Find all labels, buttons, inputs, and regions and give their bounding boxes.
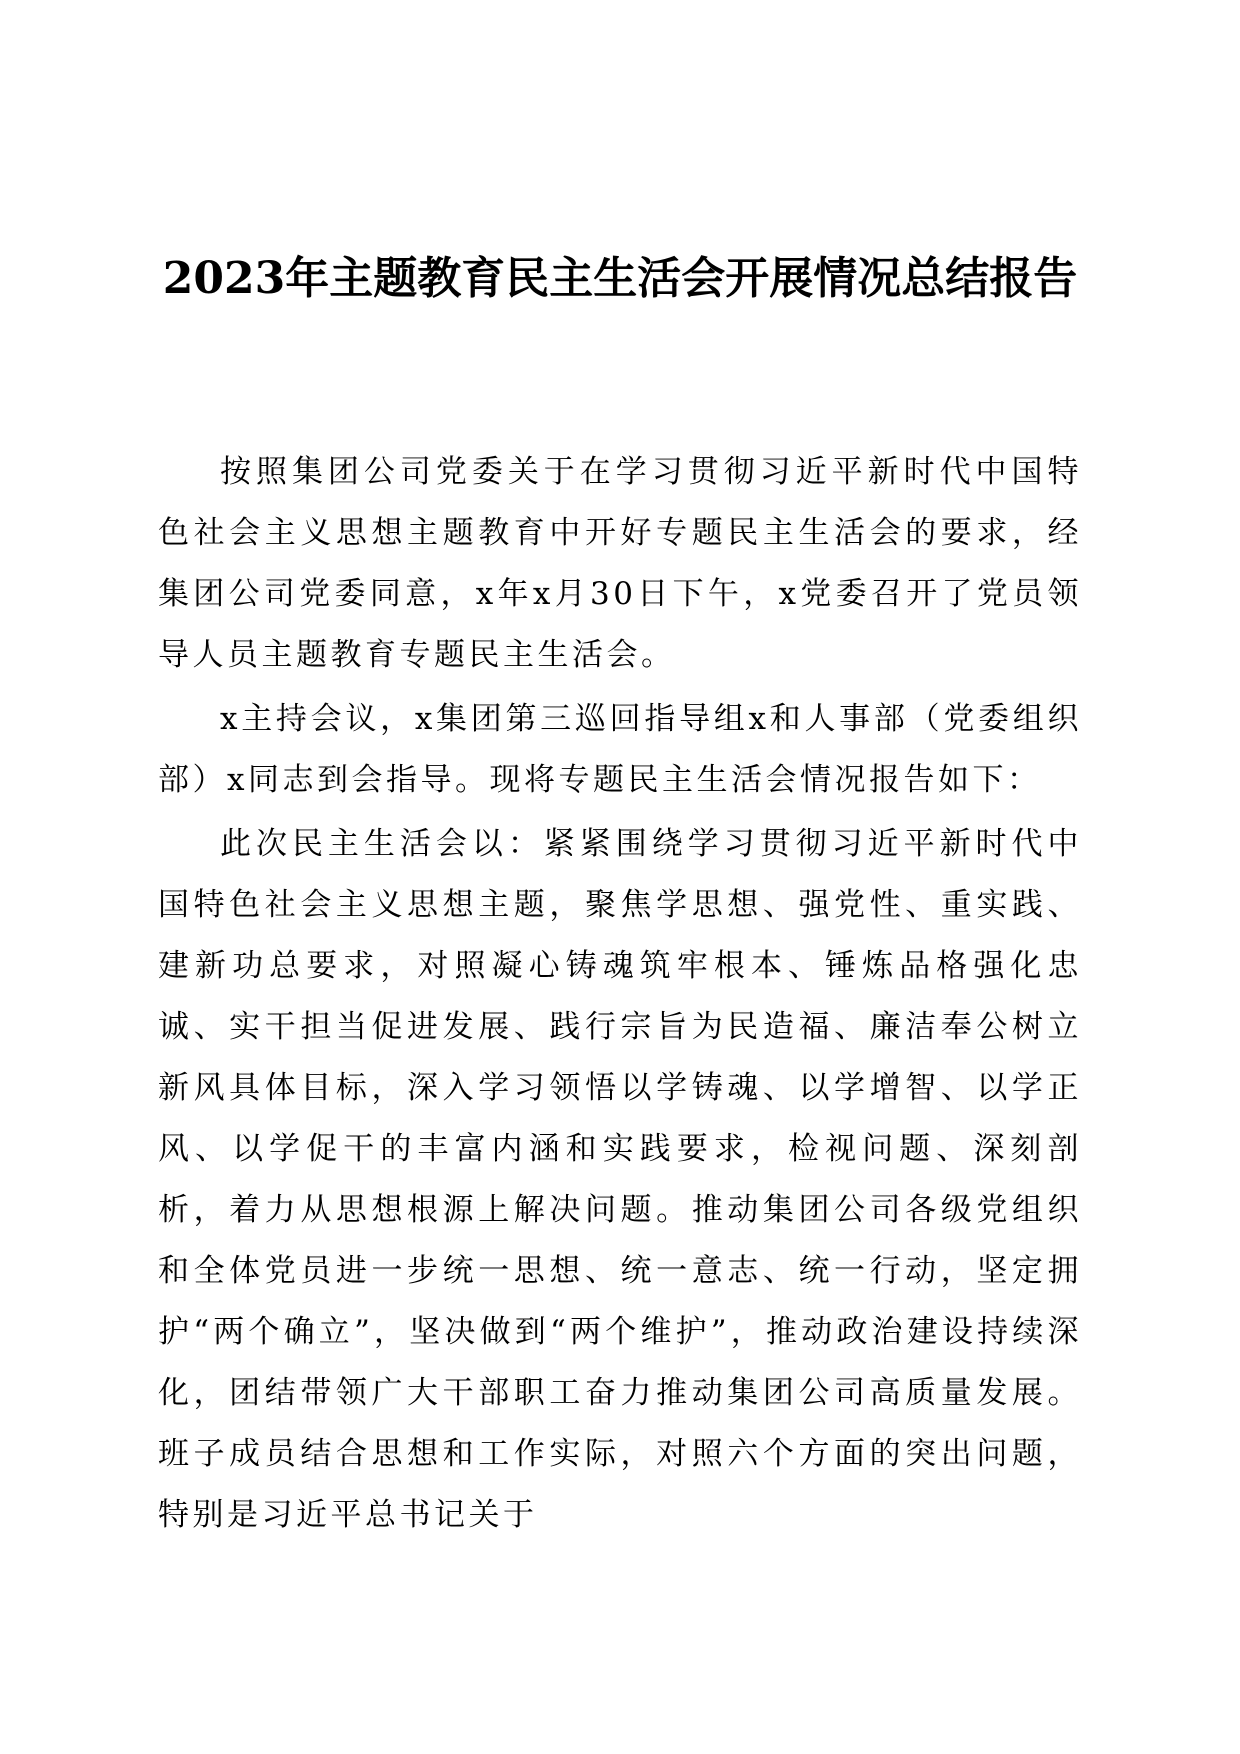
document-title: 2023年主题教育民主生活会开展情况总结报告 bbox=[162, 253, 1078, 304]
paragraph-intro: 按照集团公司党委关于在学习贯彻习近平新时代中国特色社会主义思想主题教育中开好专题民主生活会的要求，经集团公司党委同意，x年x月30日下午，x党委召开了党员领导人员主题教育专题民主生活会。 bbox=[158, 454, 1082, 673]
paragraph-content: 此次民主生活会以：紧紧围绕学习贯彻习近平新时代中国特色社会主义思想主题，聚焦学思想、强党性、重实践、建新功总要求，对照凝心铸魂筑牢根本、锤炼品格强化忠诚、实干担当促进发展、践行宗旨为民造福、廉洁奉公树立新风具体目标，深入学习领悟以学铸魂、以学增智、以学正风、以学促干的丰富内涵和实践要求，检视问题、深刻剖析，着力从思想根源上解决问题。推动集团公司各级党组织和全体党员进一步统一思想、统一意志、统一行动，坚定拥护“两个确立”，坚决做到“两个维护”，推动政治建设持续深化，团结带领广大干部职工奋力推动集团公司高质量发展。班子成员结合思想和工作实际，对照六个方面的突出问题，特别是习近平总书记关于 bbox=[158, 826, 1082, 1533]
paragraph-host: x主持会议，x集团第三巡回指导组x和人事部（党委组织部）x同志到会指导。现将专题民主生活会情况报告如下： bbox=[158, 701, 1082, 798]
document-body bbox=[158, 442, 1082, 1546]
